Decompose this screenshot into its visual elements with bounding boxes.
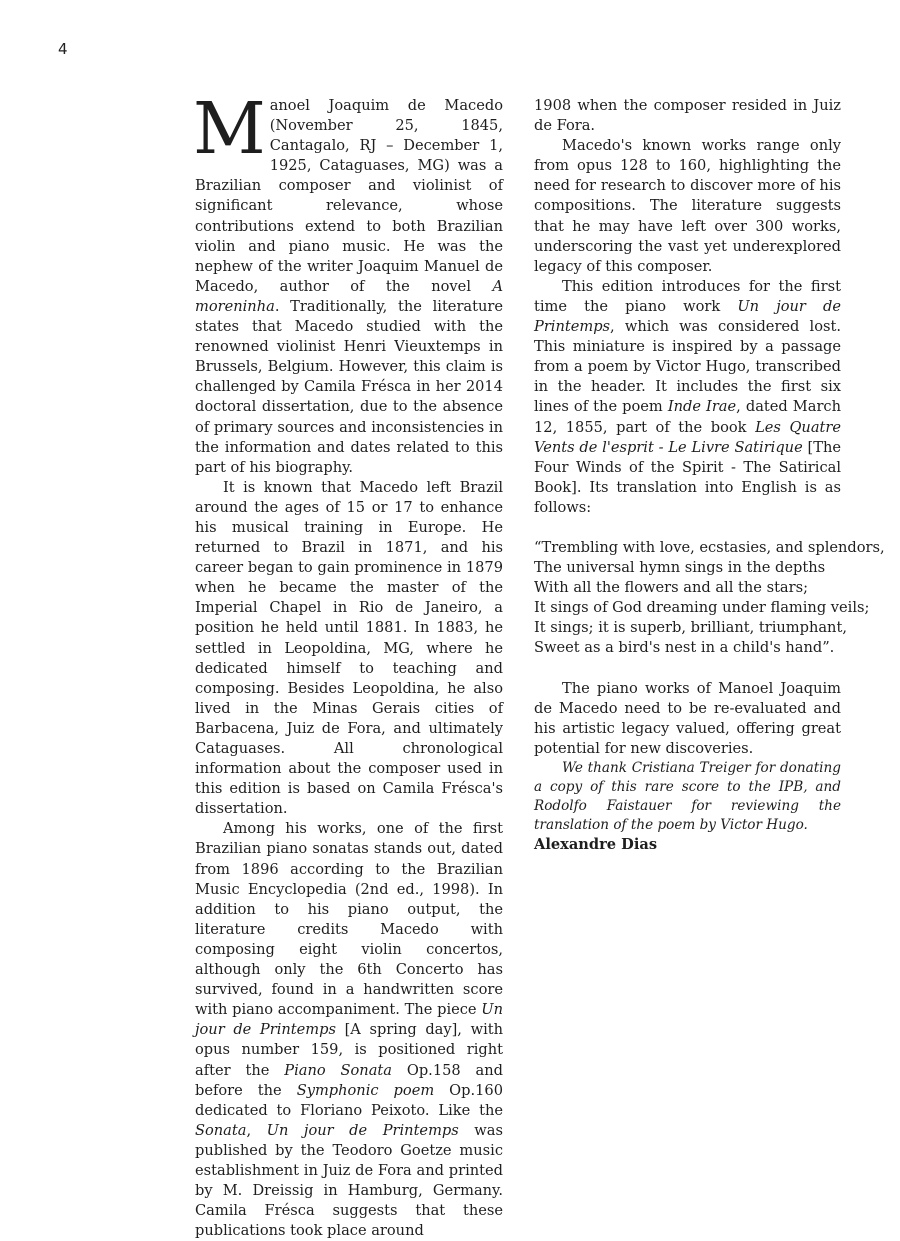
paragraph-conclusion: The piano works of Manoel Joaquim de Macedo need to be re-evaluated and his artistic legacy valued, offering great potential for new discoveries.	[534, 679, 841, 757]
poem-line: “Trembling with love, ecstasies, and splendors,	[534, 538, 885, 556]
paragraph-intro: Manoel Joaquim de Macedo (November 25, 1845, Cantagalo, RJ – December 1, 1925, Cataguases, MG) was a Brazilian composer and violinist of significant relevance, whose contributions extend to both Brazilian violin and piano music. He was the nephew of the writer Joaquim Manuel de Macedo, author of the novel A moreninha. Traditionally, the literature states that Macedo studied with the renowned violinist Henri Vieuxtemps in Brussels, Belgium. However, this claim is challenged by Camila Frésca in her 2014 doctoral dissertation, due to the absence of primary sources and inconsistencies in the information and dates related to this part of his biography.	[193, 87, 503, 476]
paragraph-opus-range: Macedo's known works range only from opus 128 to 160, highlighting the need for research to discover more of his compositions. The literature suggests that he may have left over 300 works, underscoring the vast yet underexplored legacy of this composer.	[534, 137, 841, 275]
drop-cap: M	[193, 87, 266, 170]
author-signature: Alexandre Dias	[534, 835, 658, 853]
novel-title: A moreninha	[195, 277, 503, 315]
poem-line: With all the flowers and all the stars;	[534, 579, 809, 597]
paragraph-continuation: 1908 when the composer resided in Juiz de Fora.	[534, 97, 841, 135]
poem-translation	[534, 538, 885, 659]
left-column	[193, 87, 503, 1241]
paragraph-works: Among his works, one of the first Brazilian piano sonatas stands out, dated from 1896 according to the Brazilian Music Encyclopedia (2nd ed., 1998). In addition to his piano output, the literature credits Macedo with composing eight violin concertos, although only the 6th Concerto has survived, found in a handwritten score with piano accompaniment. The piece Un jour de Printemps [A spring day], with opus number 159, is positioned right after the Piano Sonata Op.158 and before the Symphonic poem Op.160 dedicated to Floriano Peixoto. Like the Sonata, Un jour de Printemps was published by the Teodoro Goetze music establishment in Juiz de Fora and printed by M. Dreissig in Hamburg, Germany. Camila Frésca suggests that these publications took place around	[195, 820, 503, 1240]
poem-line: It sings of God dreaming under flaming veils;	[534, 599, 870, 617]
poem-line: It sings; it is superb, brilliant, triumphant,	[534, 619, 847, 637]
paragraph-edition: This edition introduces for the first time the piano work Un jour de Printemps, which was considered lost. This miniature is inspired by a passage from a poem by Victor Hugo, transcribed in the header. It includes the first six lines of the poem Inde Irae, dated March 12, 1855, part of the book Les Quatre Vents de l'esprit - Le Livre Satirique [The Four Winds of the Spirit - The Satirical Book]. Its translation into English is as follows:	[534, 277, 841, 516]
acknowledgement: We thank Cristiana Treiger for donating a copy of this rare score to the IPB, and Rodolfo Faistauer for reviewing the translation of the poem by Victor Hugo.	[534, 759, 841, 833]
paragraph-career: It is known that Macedo left Brazil around the ages of 15 or 17 to enhance his musical training in Europe. He returned to Brazil in 1871, and his career began to gain prominence in 1879 when he became the master of the Imperial Chapel in Rio de Janeiro, a position he held until 1881. In 1883, he settled in Leopoldina, MG, where he dedicated himself to teaching and composing. Besides Leopoldina, he also lived in the Minas Gerais cities of Barbacena, Juiz de Fora, and ultimately Cataguases. All chronological information about the composer used in this edition is based on Camila Frésca's dissertation.	[195, 478, 503, 818]
page-number: 4	[58, 40, 68, 58]
poem-line: Sweet as a bird's nest in a child's hand”.	[534, 639, 835, 657]
poem-line: The universal hymn sings in the depths	[534, 559, 826, 577]
right-column	[534, 96, 885, 855]
